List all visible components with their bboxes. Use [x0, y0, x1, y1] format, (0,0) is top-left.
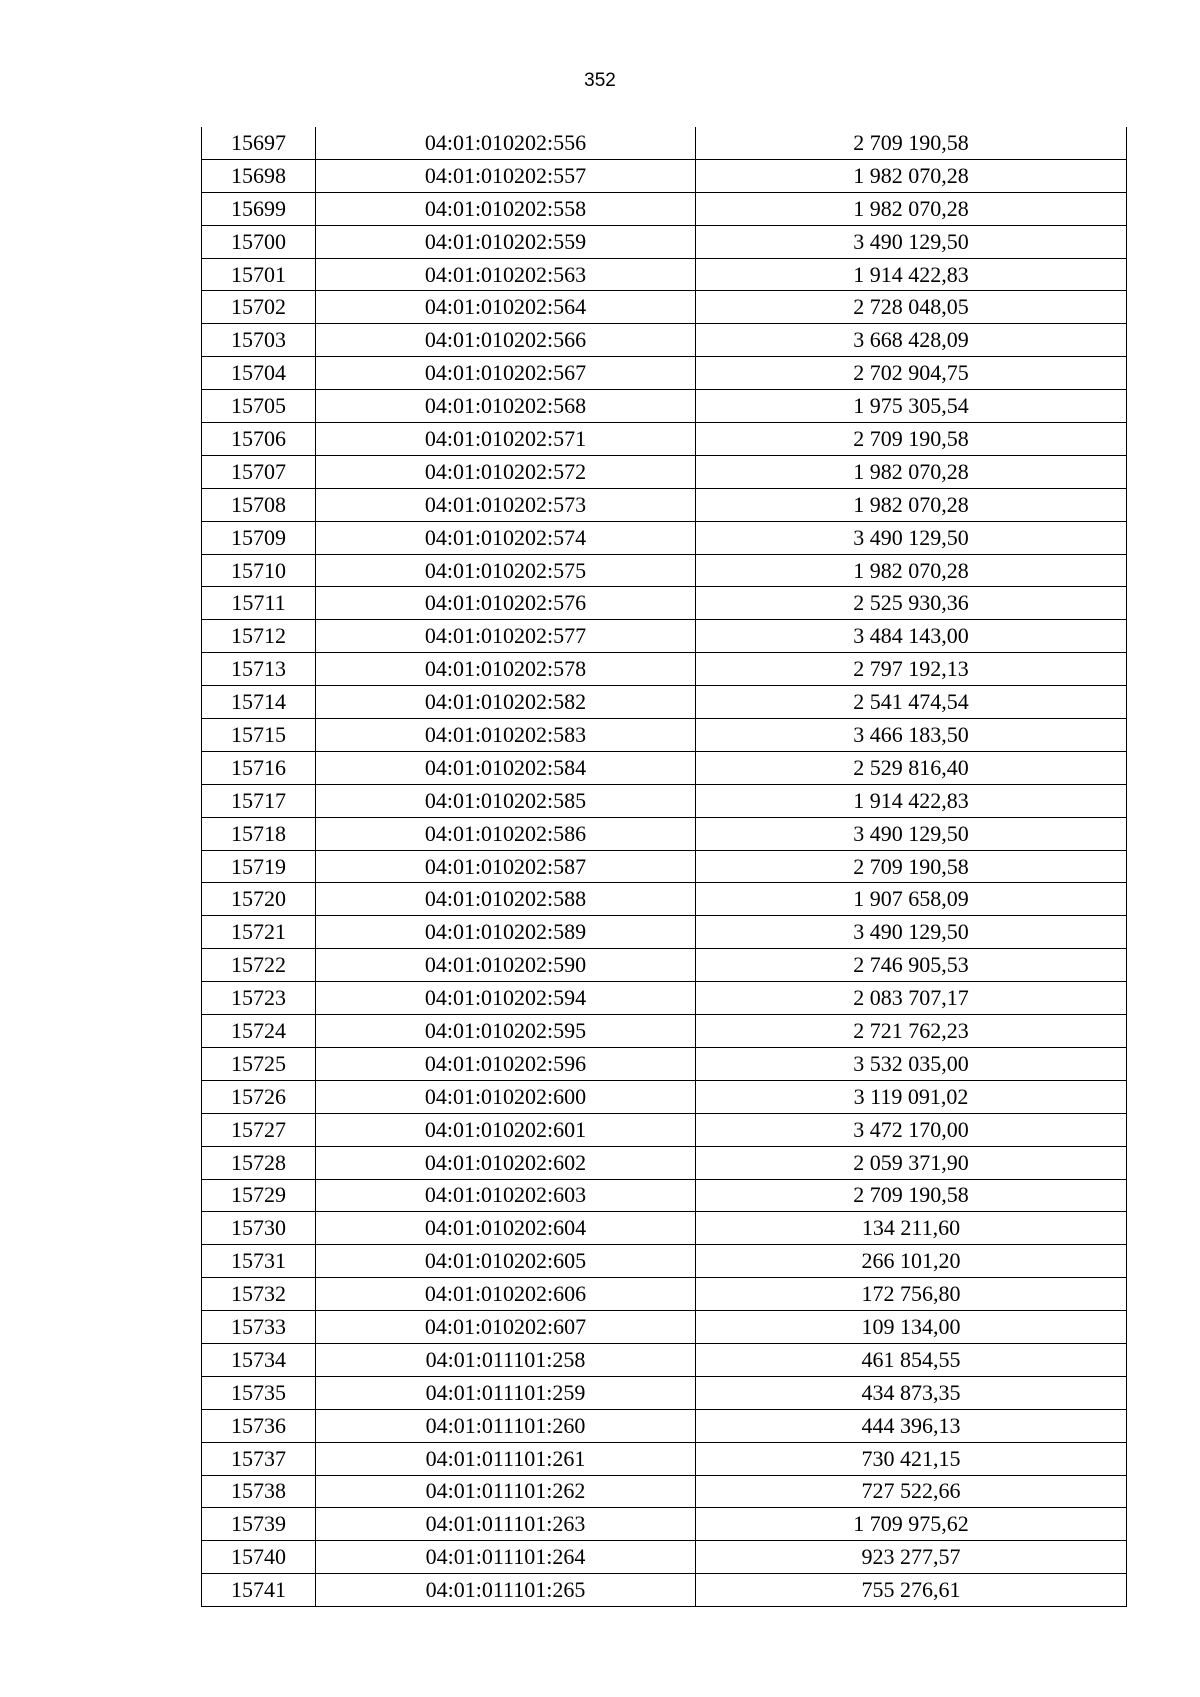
cadastral-value-cell: 2 083 707,17: [696, 982, 1127, 1015]
cadastral-number-cell: 04:01:010202:584: [316, 751, 696, 784]
row-number-cell: 15719: [202, 850, 316, 883]
table-row: [202, 1047, 1127, 1080]
cadastral-number-cell: 04:01:010202:573: [316, 488, 696, 521]
cadastral-number-cell: 04:01:010202:604: [316, 1212, 696, 1245]
cadastral-value-cell: 3 532 035,00: [696, 1047, 1127, 1080]
table-row: [202, 653, 1127, 686]
cadastral-number-cell: 04:01:010202:586: [316, 817, 696, 850]
row-number-cell: 15738: [202, 1475, 316, 1508]
cadastral-value-cell: 2 709 190,58: [696, 423, 1127, 456]
table-row: [202, 554, 1127, 587]
cadastral-value-cell: 2 702 904,75: [696, 357, 1127, 390]
cadastral-number-cell: 04:01:010202:563: [316, 258, 696, 291]
table-row: [202, 357, 1127, 390]
table-row: [202, 982, 1127, 1015]
row-number-cell: 15711: [202, 587, 316, 620]
cadastral-value-cell: 2 709 190,58: [696, 127, 1127, 159]
row-number-cell: 15741: [202, 1574, 316, 1607]
table-row: [202, 1442, 1127, 1475]
table-row: [202, 916, 1127, 949]
cadastral-value-cell: 172 756,80: [696, 1278, 1127, 1311]
cadastral-number-cell: 04:01:010202:589: [316, 916, 696, 949]
table-row: [202, 620, 1127, 653]
cadastral-number-cell: 04:01:010202:587: [316, 850, 696, 883]
cadastral-number-cell: 04:01:010202:576: [316, 587, 696, 620]
table-row: [202, 291, 1127, 324]
cadastral-value-cell: 3 490 129,50: [696, 521, 1127, 554]
row-number-cell: 15720: [202, 883, 316, 916]
table-row: [202, 1015, 1127, 1048]
cadastral-value-cell: 2 721 762,23: [696, 1015, 1127, 1048]
table-row: [202, 686, 1127, 719]
table-row: [202, 127, 1127, 159]
cadastral-value-cell: 2 728 048,05: [696, 291, 1127, 324]
row-number-cell: 15725: [202, 1047, 316, 1080]
row-number-cell: 15698: [202, 159, 316, 192]
row-number-cell: 15737: [202, 1442, 316, 1475]
cadastral-number-cell: 04:01:010202:601: [316, 1113, 696, 1146]
cadastral-value-cell: 266 101,20: [696, 1245, 1127, 1278]
row-number-cell: 15729: [202, 1179, 316, 1212]
cadastral-value-cell: 2 541 474,54: [696, 686, 1127, 719]
row-number-cell: 15714: [202, 686, 316, 719]
cadastral-value-cell: 3 668 428,09: [696, 324, 1127, 357]
cadastral-value-cell: 3 484 143,00: [696, 620, 1127, 653]
cadastral-value-cell: 109 134,00: [696, 1311, 1127, 1344]
table-row: [202, 488, 1127, 521]
row-number-cell: 15723: [202, 982, 316, 1015]
table-row: [202, 390, 1127, 423]
cadastral-value-cell: 2 709 190,58: [696, 850, 1127, 883]
cadastral-value-cell: 1 975 305,54: [696, 390, 1127, 423]
cadastral-value-cell: 3 490 129,50: [696, 225, 1127, 258]
cadastral-number-cell: 04:01:010202:585: [316, 784, 696, 817]
table-row: [202, 1146, 1127, 1179]
cadastral-number-cell: 04:01:010202:577: [316, 620, 696, 653]
table-row: [202, 455, 1127, 488]
cadastral-value-cell: 1 982 070,28: [696, 159, 1127, 192]
cadastral-number-cell: 04:01:010202:574: [316, 521, 696, 554]
row-number-cell: 15699: [202, 192, 316, 225]
cadastral-number-cell: 04:01:010202:559: [316, 225, 696, 258]
table-row: [202, 1245, 1127, 1278]
cadastral-value-cell: 2 797 192,13: [696, 653, 1127, 686]
row-number-cell: 15740: [202, 1541, 316, 1574]
row-number-cell: 15704: [202, 357, 316, 390]
cadastral-value-cell: 444 396,13: [696, 1409, 1127, 1442]
cadastral-value-cell: 727 522,66: [696, 1475, 1127, 1508]
row-number-cell: 15703: [202, 324, 316, 357]
cadastral-number-cell: 04:01:010202:594: [316, 982, 696, 1015]
cadastral-number-cell: 04:01:010202:571: [316, 423, 696, 456]
cadastral-number-cell: 04:01:010202:590: [316, 949, 696, 982]
table-row: [202, 1212, 1127, 1245]
row-number-cell: 15733: [202, 1311, 316, 1344]
cadastral-value-cell: 1 709 975,62: [696, 1508, 1127, 1541]
table-row: [202, 225, 1127, 258]
cadastral-value-cell: 3 119 091,02: [696, 1080, 1127, 1113]
cadastral-value-cell: 923 277,57: [696, 1541, 1127, 1574]
row-number-cell: 15724: [202, 1015, 316, 1048]
table-row: [202, 324, 1127, 357]
table-row: [202, 1080, 1127, 1113]
page-number: 352: [584, 70, 616, 91]
cadastral-value-cell: 1 982 070,28: [696, 455, 1127, 488]
table-row: [202, 883, 1127, 916]
row-number-cell: 15726: [202, 1080, 316, 1113]
cadastral-number-cell: 04:01:010202:596: [316, 1047, 696, 1080]
cadastral-value-cell: 1 982 070,28: [696, 192, 1127, 225]
row-number-cell: 15712: [202, 620, 316, 653]
row-number-cell: 15701: [202, 258, 316, 291]
row-number-cell: 15730: [202, 1212, 316, 1245]
cadastral-number-cell: 04:01:011101:263: [316, 1508, 696, 1541]
table-row: [202, 192, 1127, 225]
row-number-cell: 15710: [202, 554, 316, 587]
cadastral-value-cell: 2 709 190,58: [696, 1179, 1127, 1212]
cadastral-number-cell: 04:01:010202:567: [316, 357, 696, 390]
cadastral-number-cell: 04:01:010202:588: [316, 883, 696, 916]
cadastral-value-cell: 1 914 422,83: [696, 258, 1127, 291]
cadastral-number-cell: 04:01:010202:583: [316, 719, 696, 752]
table-row: [202, 587, 1127, 620]
cadastral-value-cell: 2 746 905,53: [696, 949, 1127, 982]
cadastral-number-cell: 04:01:010202:582: [316, 686, 696, 719]
cadastral-value-cell: 3 490 129,50: [696, 817, 1127, 850]
table-row: [202, 751, 1127, 784]
row-number-cell: 15708: [202, 488, 316, 521]
cadastral-number-cell: 04:01:011101:264: [316, 1541, 696, 1574]
row-number-cell: 15736: [202, 1409, 316, 1442]
cadastral-number-cell: 04:01:010202:556: [316, 127, 696, 159]
table-row: [202, 423, 1127, 456]
table-row: [202, 1311, 1127, 1344]
cadastral-number-cell: 04:01:010202:564: [316, 291, 696, 324]
cadastral-number-cell: 04:01:010202:605: [316, 1245, 696, 1278]
cadastral-value-cell: 2 059 371,90: [696, 1146, 1127, 1179]
cadastral-value-cell: 434 873,35: [696, 1376, 1127, 1409]
cadastral-value-cell: 1 982 070,28: [696, 488, 1127, 521]
row-number-cell: 15739: [202, 1508, 316, 1541]
row-number-cell: 15713: [202, 653, 316, 686]
cadastral-number-cell: 04:01:010202:603: [316, 1179, 696, 1212]
row-number-cell: 15705: [202, 390, 316, 423]
cadastral-number-cell: 04:01:010202:572: [316, 455, 696, 488]
cadastral-value-cell: 3 490 129,50: [696, 916, 1127, 949]
cadastral-number-cell: 04:01:010202:606: [316, 1278, 696, 1311]
table-row: [202, 1278, 1127, 1311]
cadastral-number-cell: 04:01:010202:566: [316, 324, 696, 357]
table-row: [202, 817, 1127, 850]
row-number-cell: 15728: [202, 1146, 316, 1179]
row-number-cell: 15700: [202, 225, 316, 258]
row-number-cell: 15727: [202, 1113, 316, 1146]
cadastral-value-cell: 3 466 183,50: [696, 719, 1127, 752]
cadastral-value-cell: 134 211,60: [696, 1212, 1127, 1245]
cadastral-value-cell: 461 854,55: [696, 1343, 1127, 1376]
table-row: [202, 1409, 1127, 1442]
table-row: [202, 1574, 1127, 1607]
table-row: [202, 1541, 1127, 1574]
table-row: [202, 949, 1127, 982]
table-row: [202, 1179, 1127, 1212]
row-number-cell: 15706: [202, 423, 316, 456]
cadastral-value-cell: 755 276,61: [696, 1574, 1127, 1607]
cadastral-number-cell: 04:01:011101:259: [316, 1376, 696, 1409]
cadastral-value-table: [201, 127, 1127, 1607]
row-number-cell: 15702: [202, 291, 316, 324]
table-row: [202, 521, 1127, 554]
table-row: [202, 1113, 1127, 1146]
table-row: [202, 258, 1127, 291]
row-number-cell: 15722: [202, 949, 316, 982]
cadastral-number-cell: 04:01:010202:558: [316, 192, 696, 225]
table-row: [202, 719, 1127, 752]
table-row: [202, 850, 1127, 883]
row-number-cell: 15717: [202, 784, 316, 817]
table-body: [202, 127, 1127, 1607]
cadastral-value-cell: 2 525 930,36: [696, 587, 1127, 620]
cadastral-number-cell: 04:01:011101:258: [316, 1343, 696, 1376]
row-number-cell: 15707: [202, 455, 316, 488]
row-number-cell: 15709: [202, 521, 316, 554]
cadastral-number-cell: 04:01:010202:557: [316, 159, 696, 192]
row-number-cell: 15721: [202, 916, 316, 949]
row-number-cell: 15731: [202, 1245, 316, 1278]
row-number-cell: 15732: [202, 1278, 316, 1311]
table-row: [202, 1343, 1127, 1376]
cadastral-number-cell: 04:01:010202:578: [316, 653, 696, 686]
table-row: [202, 1475, 1127, 1508]
row-number-cell: 15735: [202, 1376, 316, 1409]
row-number-cell: 15715: [202, 719, 316, 752]
table-row: [202, 1508, 1127, 1541]
row-number-cell: 15718: [202, 817, 316, 850]
cadastral-value-cell: 2 529 816,40: [696, 751, 1127, 784]
table-row: [202, 159, 1127, 192]
cadastral-number-cell: 04:01:010202:602: [316, 1146, 696, 1179]
cadastral-value-cell: 1 982 070,28: [696, 554, 1127, 587]
cadastral-value-cell: 1 914 422,83: [696, 784, 1127, 817]
cadastral-value-cell: 1 907 658,09: [696, 883, 1127, 916]
cadastral-value-cell: 3 472 170,00: [696, 1113, 1127, 1146]
table-row: [202, 1376, 1127, 1409]
cadastral-value-cell: 730 421,15: [696, 1442, 1127, 1475]
row-number-cell: 15734: [202, 1343, 316, 1376]
cadastral-number-cell: 04:01:011101:265: [316, 1574, 696, 1607]
cadastral-number-cell: 04:01:011101:260: [316, 1409, 696, 1442]
row-number-cell: 15716: [202, 751, 316, 784]
cadastral-number-cell: 04:01:010202:595: [316, 1015, 696, 1048]
cadastral-number-cell: 04:01:010202:607: [316, 1311, 696, 1344]
table-row: [202, 784, 1127, 817]
cadastral-number-cell: 04:01:010202:568: [316, 390, 696, 423]
cadastral-number-cell: 04:01:010202:575: [316, 554, 696, 587]
cadastral-number-cell: 04:01:010202:600: [316, 1080, 696, 1113]
cadastral-number-cell: 04:01:011101:261: [316, 1442, 696, 1475]
cadastral-number-cell: 04:01:011101:262: [316, 1475, 696, 1508]
row-number-cell: 15697: [202, 127, 316, 159]
